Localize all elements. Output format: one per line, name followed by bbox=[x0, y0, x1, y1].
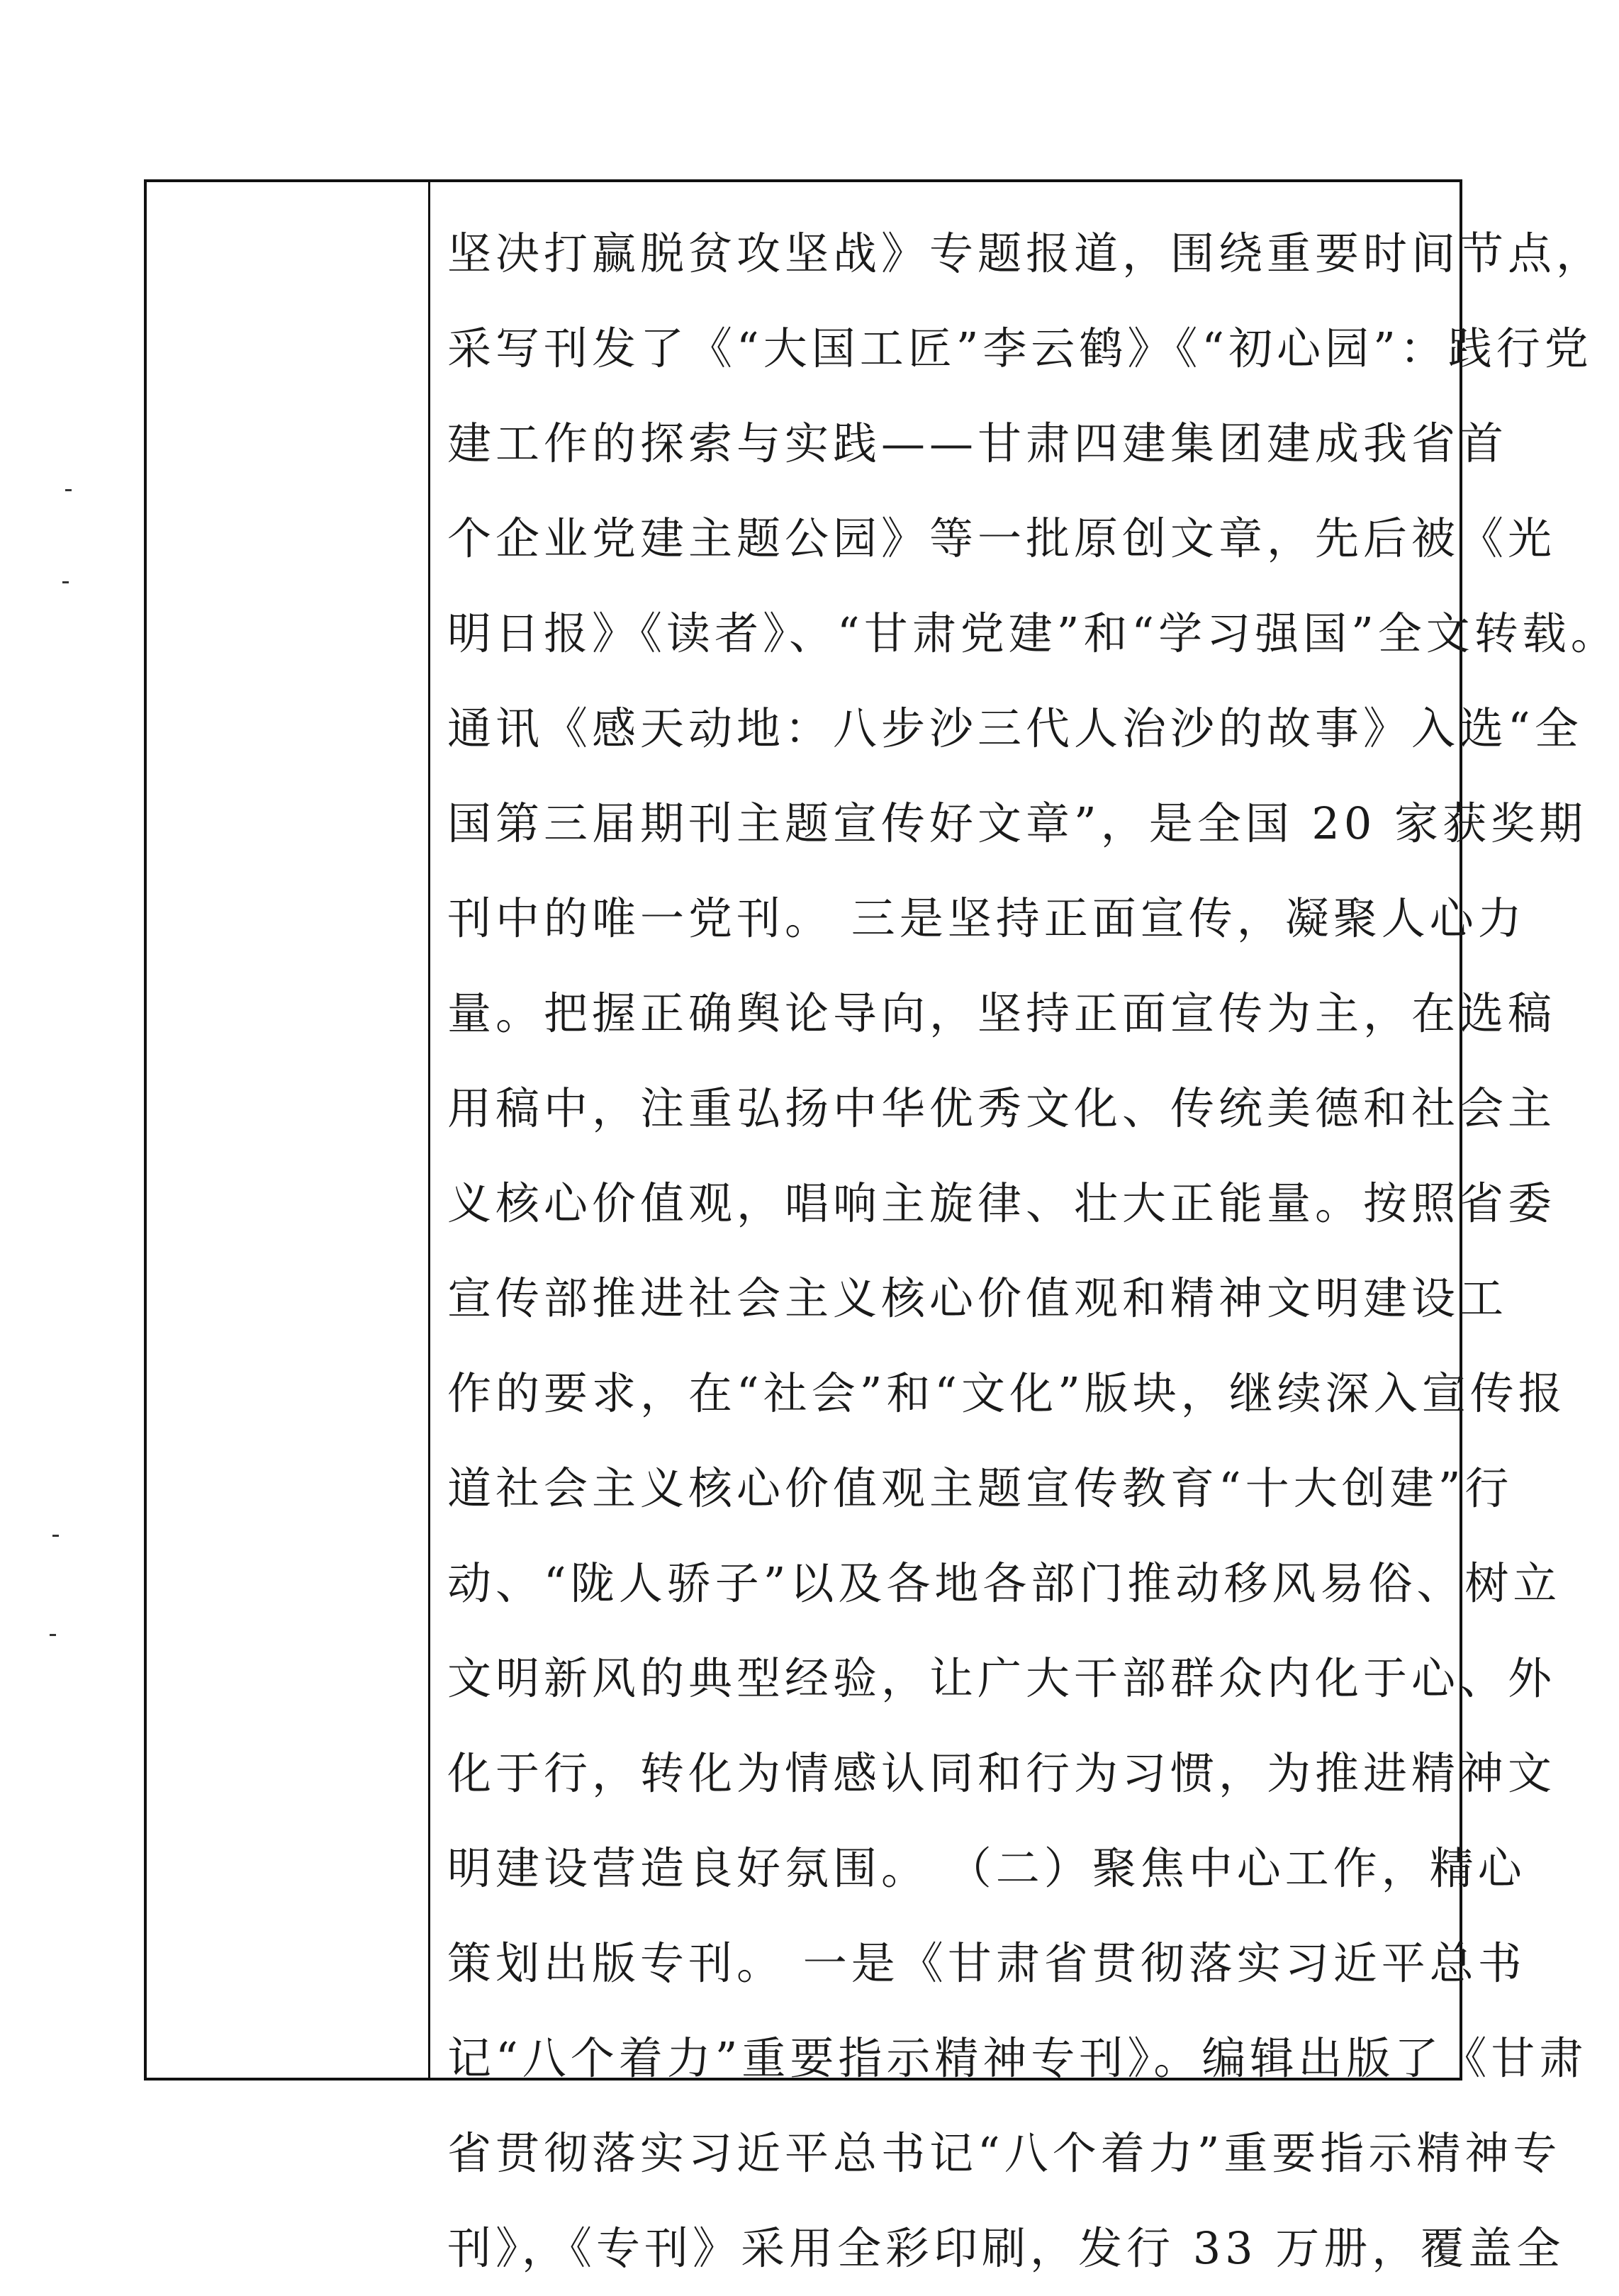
text-line: 坚决打赢脱贫攻坚战》专题报道，围绕重要时间节点， bbox=[447, 228, 1605, 279]
text-line: 文明新风的典型经验，让广大干部群众内化于心、外 bbox=[447, 1652, 1557, 1704]
text-line: 量。把握正确舆论导向，坚持正面宣传为主，在选稿 bbox=[447, 987, 1557, 1039]
scan-mark bbox=[65, 489, 72, 491]
text-line: 通讯《感天动地：八步沙三代人治沙的故事》入选“全 bbox=[447, 702, 1583, 754]
text-line: 明建设营造良好氛围。 （二）聚焦中心工作，精心 bbox=[447, 1842, 1526, 1894]
text-line: 宣传部推进社会主义核心价值观和精神文明建设工 bbox=[447, 1272, 1508, 1324]
text-line: 动、“陇人骄子”以及各地各部门推动移风易俗、树立 bbox=[447, 1557, 1562, 1609]
text-line: 省贯彻落实习近平总书记“八个着力”重要指示精神专 bbox=[447, 2127, 1562, 2179]
document-table bbox=[144, 179, 1619, 2274]
label-cell bbox=[147, 182, 430, 2078]
scan-mark bbox=[52, 1535, 59, 1537]
text-line: 用稿中，注重弘扬中华优秀文化、传统美德和社会主 bbox=[447, 1082, 1557, 1134]
content-cell bbox=[430, 182, 1619, 2274]
scan-mark bbox=[62, 581, 69, 583]
text-line: 化于行，转化为情感认同和行为习惯，为推进精神文 bbox=[447, 1747, 1557, 1799]
text-line: 刊中的唯一党刊。 三是坚持正面宣传，凝聚人心力 bbox=[447, 892, 1526, 944]
text-line: 个企业党建主题公园》等一批原创文章，先后被《光 bbox=[447, 513, 1557, 564]
text-line: 采写刊发了《“大国工匠”李云鹤》《“初心园”：践行党 bbox=[447, 323, 1593, 374]
text-line: 道社会主义核心价值观主题宣传教育“十大创建”行 bbox=[447, 1462, 1513, 1514]
text-line: 国第三届期刊主题宣传好文章”，是全国 20 家获奖期 bbox=[447, 797, 1588, 849]
text-line: 建工作的探索与实践——甘肃四建集团建成我省首 bbox=[447, 418, 1508, 469]
text-line: 明日报》《读者》、“甘肃党建”和“学习强国”全文转载。 bbox=[447, 607, 1619, 659]
text-line: 策划出版专刊。 一是《甘肃省贯彻落实习近平总书 bbox=[447, 1937, 1526, 1989]
text-line: 作的要求，在“社会”和“文化”版块，继续深入宣传报 bbox=[447, 1367, 1567, 1419]
text-line: 记“八个着力”重要指示精神专刊》。编辑出版了《甘肃 bbox=[447, 2032, 1588, 2084]
scan-mark bbox=[50, 1634, 56, 1636]
text-line: 义核心价值观，唱响主旋律、壮大正能量。按照省委 bbox=[447, 1177, 1557, 1229]
text-line: 刊》，《专刊》采用全彩印刷，发行 33 万册，覆盖全 bbox=[447, 2222, 1565, 2274]
